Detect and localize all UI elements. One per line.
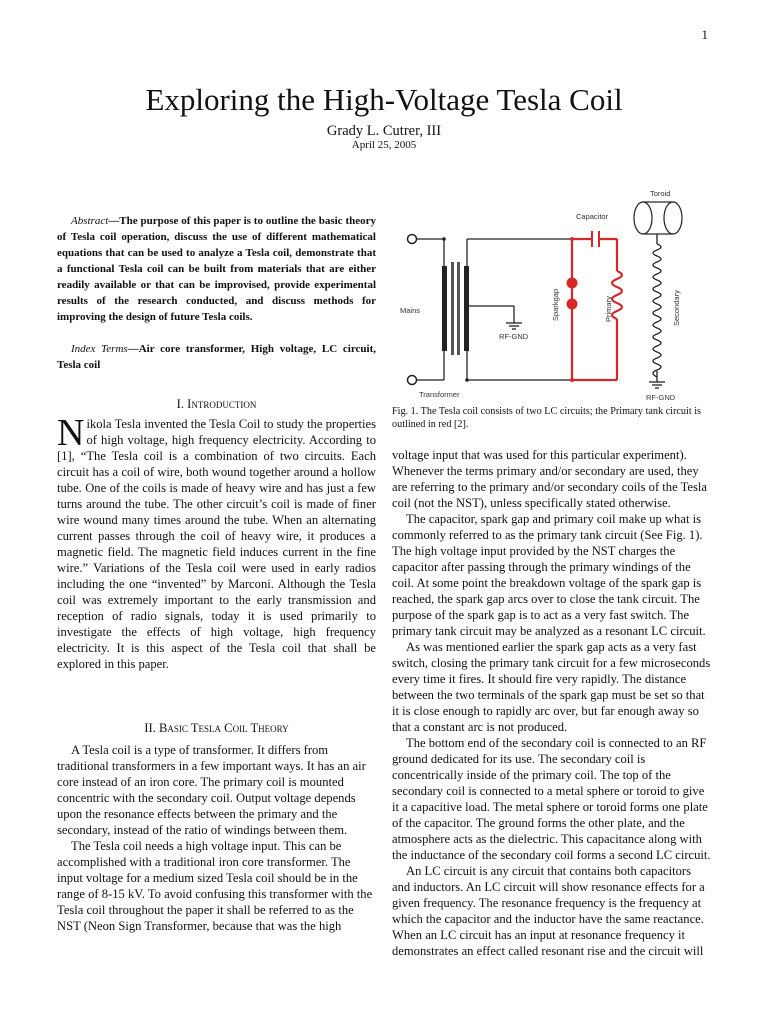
primary-tank-circuit [572, 239, 622, 380]
transformer-core [451, 262, 454, 355]
label-rf-gnd: RF-GND [499, 332, 529, 341]
junction-dot [570, 378, 574, 382]
secondary-wiring [412, 234, 665, 388]
primary-coil [612, 271, 622, 319]
right-column-text [392, 447, 712, 959]
index-terms-text: —Air core transformer, High voltage, LC circuit, Tesla coil [57, 343, 376, 371]
index-terms [57, 341, 376, 373]
label-sparkgap: Sparkgap [551, 288, 560, 321]
intro-paragraph: ikola Tesla invented the Tesla Coil to study the properties of high voltage, high frequency electricity. According to [1], “The Tesla coil is a combination of two circuits. Each circuit has a coil of wire, both wound together around a hollow tube. One of the coils is made of heavy wire and has just a few turns around the tube. The other circuit’s coil is made of finer wire wound many times around the tube. When an alternating current passes through the coil of heavy wire, it produces a magnetic field. The magnetic field induces current in the fine wire.” Variations of the Tesla coil were used in early radios including the one “invented” by Marconi. Although the Tesla coil was extremely important to the early transmission and reception of radio signals, today it is used primarily to investigate the effects of high voltage, high frequency electricity. It is this aspect of the Tesla coil that shall be explored in this paper. [57, 417, 376, 671]
paragraph: As was mentioned earlier the spark gap acts as a very fast switch, closing the primary tank circuit for a few microseconds every time it fires. It should fire very rapidly. The distance between the two terminals of the spark gap must be set so that it is close enough to rapidly arc over, but far enough away so that a constant arc is not produced. [392, 640, 711, 734]
mains-terminal [408, 235, 417, 244]
date: April 25, 2005 [351, 139, 417, 151]
label-capacitor: Capacitor [576, 212, 609, 221]
label-mains: Mains [400, 306, 421, 315]
toroid-end [664, 202, 682, 234]
theory-text [57, 742, 376, 934]
mains-terminal [408, 376, 417, 385]
paragraph: voltage input that was used for this particular experiment). Whenever the terms primary and/or secondary are used, they are referring to the primary and/or secondary coils of the Tesla coil (not the NST), unless specifically stated otherwise. [392, 448, 708, 510]
figure-caption: Fig. 1. The Tesla coil consists of two LC circuits; the Primary tank circuit is outlined in red [2]. [392, 406, 702, 430]
abstract-label: Abstract [71, 215, 109, 227]
junction-dot [465, 378, 469, 382]
section-title: Basic Tesla Coil Theory [159, 721, 289, 735]
junction-dot [570, 237, 574, 241]
author: Grady L. Cutrer, III [326, 123, 442, 139]
capacitor [592, 231, 599, 247]
drop-cap: N [57, 412, 85, 454]
label-transformer: Transformer [419, 390, 460, 399]
paragraph: The bottom end of the secondary coil is connected to an RF ground dedicated for its use. The secondary coil is concentrically inside of the primary coil. The top of the secondary coil is connected to a metal sphere or toroid to give it a capacitive load. The metal sphere or toroid forms one plate of the capacitor. The ground forms the other plate, and the atmosphere acts as the dielectric. This capacitance along with the inductance of the secondary coil forms a second LC circuit. [392, 736, 711, 862]
paragraph: An LC circuit is any circuit that contains both capacitors and inductors. An LC circuit will show resonance effects for a given frequency. The resonance frequency is the frequency at which the capacitor and the inductor have the same reactance. When an LC circuit has an input at resonance frequency it demonstrates an effect called resonant rise and the circuit will [392, 864, 705, 958]
label-rf-gnd: RF-GND [646, 393, 676, 402]
secondary-coil-winding [653, 244, 661, 377]
page-number: 1 [701, 27, 708, 42]
section-heading-theory [57, 721, 376, 736]
tesla-coil-schematic [392, 186, 712, 402]
toroid [634, 202, 682, 234]
spark-gap-electrode [567, 299, 578, 310]
transformer-winding [442, 266, 447, 351]
junction-dot [442, 237, 446, 241]
label-toroid: Toroid [650, 189, 671, 198]
label-primary: Primary [604, 296, 613, 322]
toroid-end [634, 202, 652, 234]
section-heading-introduction [57, 397, 376, 412]
index-terms-label: Index Terms [71, 343, 128, 355]
abstract [57, 213, 376, 325]
spark-gap-electrode [567, 278, 578, 289]
transformer [442, 262, 469, 355]
paragraph: The Tesla coil needs a high voltage input. This can be accomplished with a traditional iron core transformer. The input voltage for a medium sized Tesla coil should be in the range of 8-15 kV. To avoid confusing this transformer with the Tesla coil throughout the paper it shall be referred to as the NST (Neon Sign Transformer, because that was the high [57, 839, 373, 933]
section-number: I. [176, 397, 184, 411]
section-number: II. [144, 721, 156, 735]
transformer-core [457, 262, 460, 355]
paragraph: A Tesla coil is a type of transformer. It differs from traditional transformers in a few important ways. It has an air core instead of an iron core. The primary coil is mounted concentric with the secondary coil. Output voltage depends upon the resonance effects between the primary and the secondary, instead of the ratio of windings between them. [57, 743, 366, 837]
transformer-winding [464, 266, 469, 351]
label-secondary: Secondary [672, 290, 681, 326]
paragraph: The capacitor, spark gap and primary coil make up what is commonly referred to as the primary tank circuit (See Fig. 1). The high voltage input provided by the NST charges the capacitor after passing through the primary windings of the coil. At some point the breakdown voltage of the spark gap is reached, the spark gap arcs over to close the tank circuit. The purpose of the spark gap is to act as a very fast switch. The primary tank circuit may be analyzed as a resonant LC circuit. [392, 512, 706, 638]
introduction-text [57, 412, 376, 672]
abstract-text: —The purpose of this paper is to outline the basic theory of Tesla coil operation, discuss the use of different mathematical equations that can be used to analyze a Tesla coil, demonstrate that a functional Tesla coil can be built from materials that are either readily available or that can be improvised, provide experimental results of the research conducted, and discuss methods for improving the design of future Tesla coils. [57, 215, 376, 323]
section-title: Introduction [187, 397, 257, 411]
paper-title: Exploring the High-Voltage Tesla Coil [145, 82, 623, 117]
